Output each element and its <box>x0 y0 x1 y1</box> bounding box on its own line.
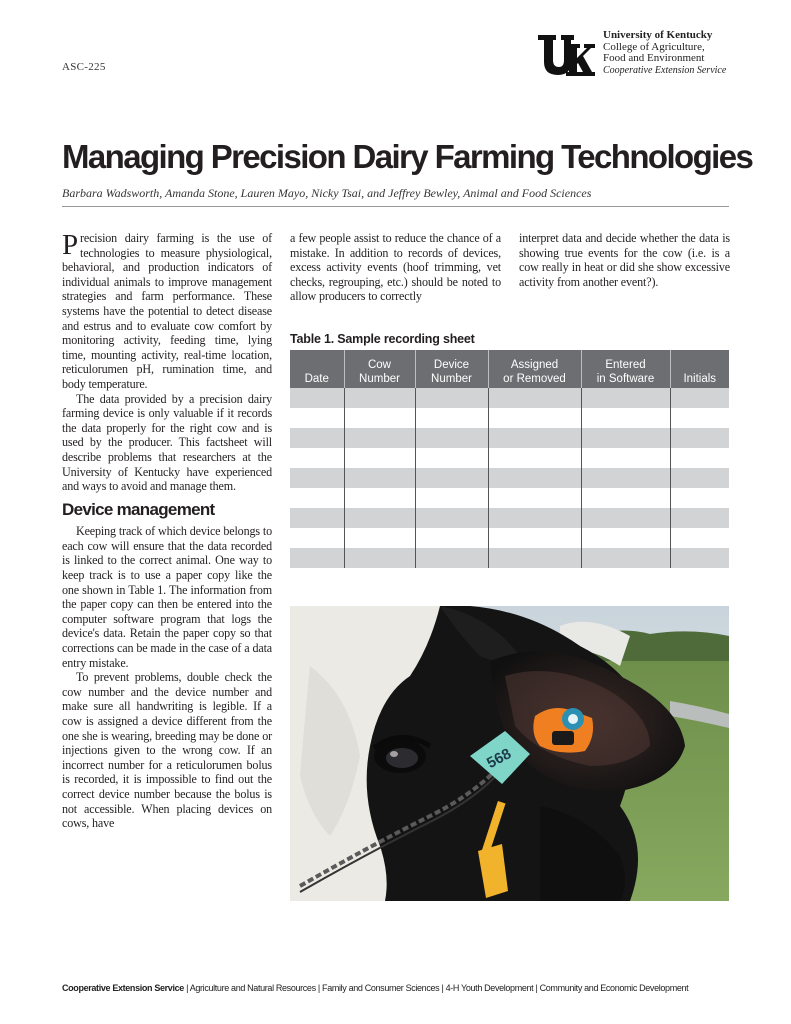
table-cell <box>290 448 344 468</box>
intro-paragraph-2: The data provided by a precision dairy farming device is only valuable if it records the data properly for the right cow and is used by the producer. This factsheet will describe problems that researchers at the University of Kentucky have experienced and ways to avoid and manage them. <box>62 391 272 494</box>
table-cell <box>670 468 729 488</box>
table-cell <box>344 508 415 528</box>
column-3-paragraph: interpret data and decide whether the data is showing true events for the cow (i.e. is a cow really in heat or did she show excessive activity from another event?). <box>519 231 730 289</box>
table-cell <box>670 448 729 468</box>
device-paragraph-1: Keeping track of which device belongs to each cow will ensure that the data recorded is linked to the correct animal. One way to keep track is to use a paper copy like the one shown in Table 1. The information from the paper copy can then be entered into the computer software program that logs the device's data. Retain the paper copy so that corrections can be made in the case of a data entry mistake. <box>62 524 272 670</box>
table-cell <box>290 488 344 508</box>
header-entered-in-software: Entered in Software <box>581 350 670 388</box>
table-row <box>290 408 729 428</box>
header-rule <box>62 206 729 207</box>
table-cell <box>344 428 415 448</box>
table-header-row <box>290 350 729 388</box>
table-cell <box>415 488 488 508</box>
college-line-1: College of Agriculture, <box>603 40 705 53</box>
table-cell <box>488 508 581 528</box>
footer: Cooperative Extension Service | Agriculture and Natural Resources | Family and Consumer Sciences | 4-H Youth Development | Community and Economic Development <box>62 983 689 993</box>
table-cell <box>581 488 670 508</box>
table-cell <box>488 448 581 468</box>
table-cell <box>344 388 415 408</box>
table-cell <box>488 468 581 488</box>
table-cell <box>581 448 670 468</box>
table-row <box>290 428 729 448</box>
table-cell <box>581 528 670 548</box>
footer-program-3: 4-H Youth Development <box>445 983 534 993</box>
table-cell <box>290 408 344 428</box>
college-line-2: Food and Environment <box>603 52 705 64</box>
table-row <box>290 468 729 488</box>
document-id: ASC-225 <box>62 61 106 73</box>
header-date: Date <box>290 350 344 388</box>
table-cell <box>415 528 488 548</box>
header-initials: Initials <box>670 350 729 388</box>
table-cell <box>415 428 488 448</box>
table-body <box>290 388 729 568</box>
ear-tag-number: 568 <box>484 745 515 773</box>
header-device-number: Device Number <box>415 350 488 388</box>
uk-logo-icon <box>536 32 596 78</box>
table-cell <box>488 408 581 428</box>
page-title: Managing Precision Dairy Farming Technologies <box>62 138 753 175</box>
column-2-paragraph: a few people assist to reduce the chance of a mistake. In addition to records of devices, excess activity events (hoof trimming, vet checks, regrouping, etc.) should be noted to allow producers to correctly <box>290 231 501 304</box>
table-row <box>290 388 729 408</box>
table-cell <box>344 468 415 488</box>
university-name: University of Kentucky <box>603 29 713 41</box>
table-cell <box>415 388 488 408</box>
table-row <box>290 488 729 508</box>
table-cell <box>581 468 670 488</box>
table-cell <box>581 508 670 528</box>
table-cell <box>581 548 670 568</box>
footer-program-4: Community and Economic Development <box>539 983 689 993</box>
table-cell <box>290 548 344 568</box>
table-caption: Table 1. Sample recording sheet <box>290 332 475 346</box>
table-cell <box>670 408 729 428</box>
cow-photo <box>290 606 729 901</box>
table-row <box>290 528 729 548</box>
table-cell <box>290 388 344 408</box>
table-cell <box>670 428 729 448</box>
table-cell <box>344 528 415 548</box>
intro-paragraph-1-text: recision dairy farming is the use of technologies to measure physiological, behavioral, and production indicators of individual animals to improve management strategies and farm performance. These systems have the potential to detect disease and estrus and to evaluate cow comfort by monitoring activity, feeding time, lying time, mounting activity, real-time location, reticulorumen pH, rumination time, and body temperature. <box>62 231 272 391</box>
institution-block <box>603 30 726 76</box>
table-cell <box>290 508 344 528</box>
table-cell <box>488 388 581 408</box>
table-cell <box>344 408 415 428</box>
footer-program-1: Agriculture and Natural Resources <box>189 983 316 993</box>
table-cell <box>415 408 488 428</box>
table-cell <box>488 528 581 548</box>
table-cell <box>581 428 670 448</box>
footer-program-2: Family and Consumer Sciences <box>322 983 440 993</box>
table-cell <box>670 528 729 548</box>
intro-paragraph-1 <box>62 231 272 392</box>
text-column-2 <box>290 231 501 304</box>
header-cow-number: Cow Number <box>344 350 415 388</box>
authors-line: Barbara Wadsworth, Amanda Stone, Lauren Mayo, Nicky Tsai, and Jeffrey Bewley, Animal and Food Sciences <box>62 186 592 200</box>
table-row <box>290 508 729 528</box>
table-cell <box>670 508 729 528</box>
table-cell <box>415 508 488 528</box>
text-column-3 <box>519 231 730 289</box>
table-cell <box>581 388 670 408</box>
table-cell <box>415 468 488 488</box>
table-cell <box>290 468 344 488</box>
table-cell <box>670 388 729 408</box>
table-row <box>290 448 729 468</box>
section-heading-device-management: Device management <box>62 499 215 519</box>
header-assigned-or-removed: Assigned or Removed <box>488 350 581 388</box>
table-cell <box>415 548 488 568</box>
table-cell <box>488 428 581 448</box>
recording-sheet-table <box>290 350 729 568</box>
table-row <box>290 548 729 568</box>
extension-service: Cooperative Extension Service <box>603 64 727 76</box>
device-paragraph-2: To prevent problems, double check the cow number and the device number and make sure all handwriting is legible. If a cow is assigned a device different from the one she is wearing, breeding may be done or injections given to the wrong cow. If an incorrect number for a reticulorumen bolus is recorded, it is impossible to find out the correct device number because the bolus is not accessible. When placing devices on cows, have <box>62 670 272 831</box>
table-cell <box>290 528 344 548</box>
table-cell <box>344 448 415 468</box>
drop-cap: P <box>62 229 78 261</box>
table-cell <box>488 488 581 508</box>
table-cell <box>290 428 344 448</box>
table-cell <box>344 488 415 508</box>
table-cell <box>344 548 415 568</box>
table-cell <box>581 408 670 428</box>
table-cell <box>415 448 488 468</box>
text-column-1 <box>62 231 272 831</box>
table-cell <box>488 548 581 568</box>
table-cell <box>670 488 729 508</box>
footer-lead: Cooperative Extension Service <box>62 983 184 993</box>
table-cell <box>670 548 729 568</box>
